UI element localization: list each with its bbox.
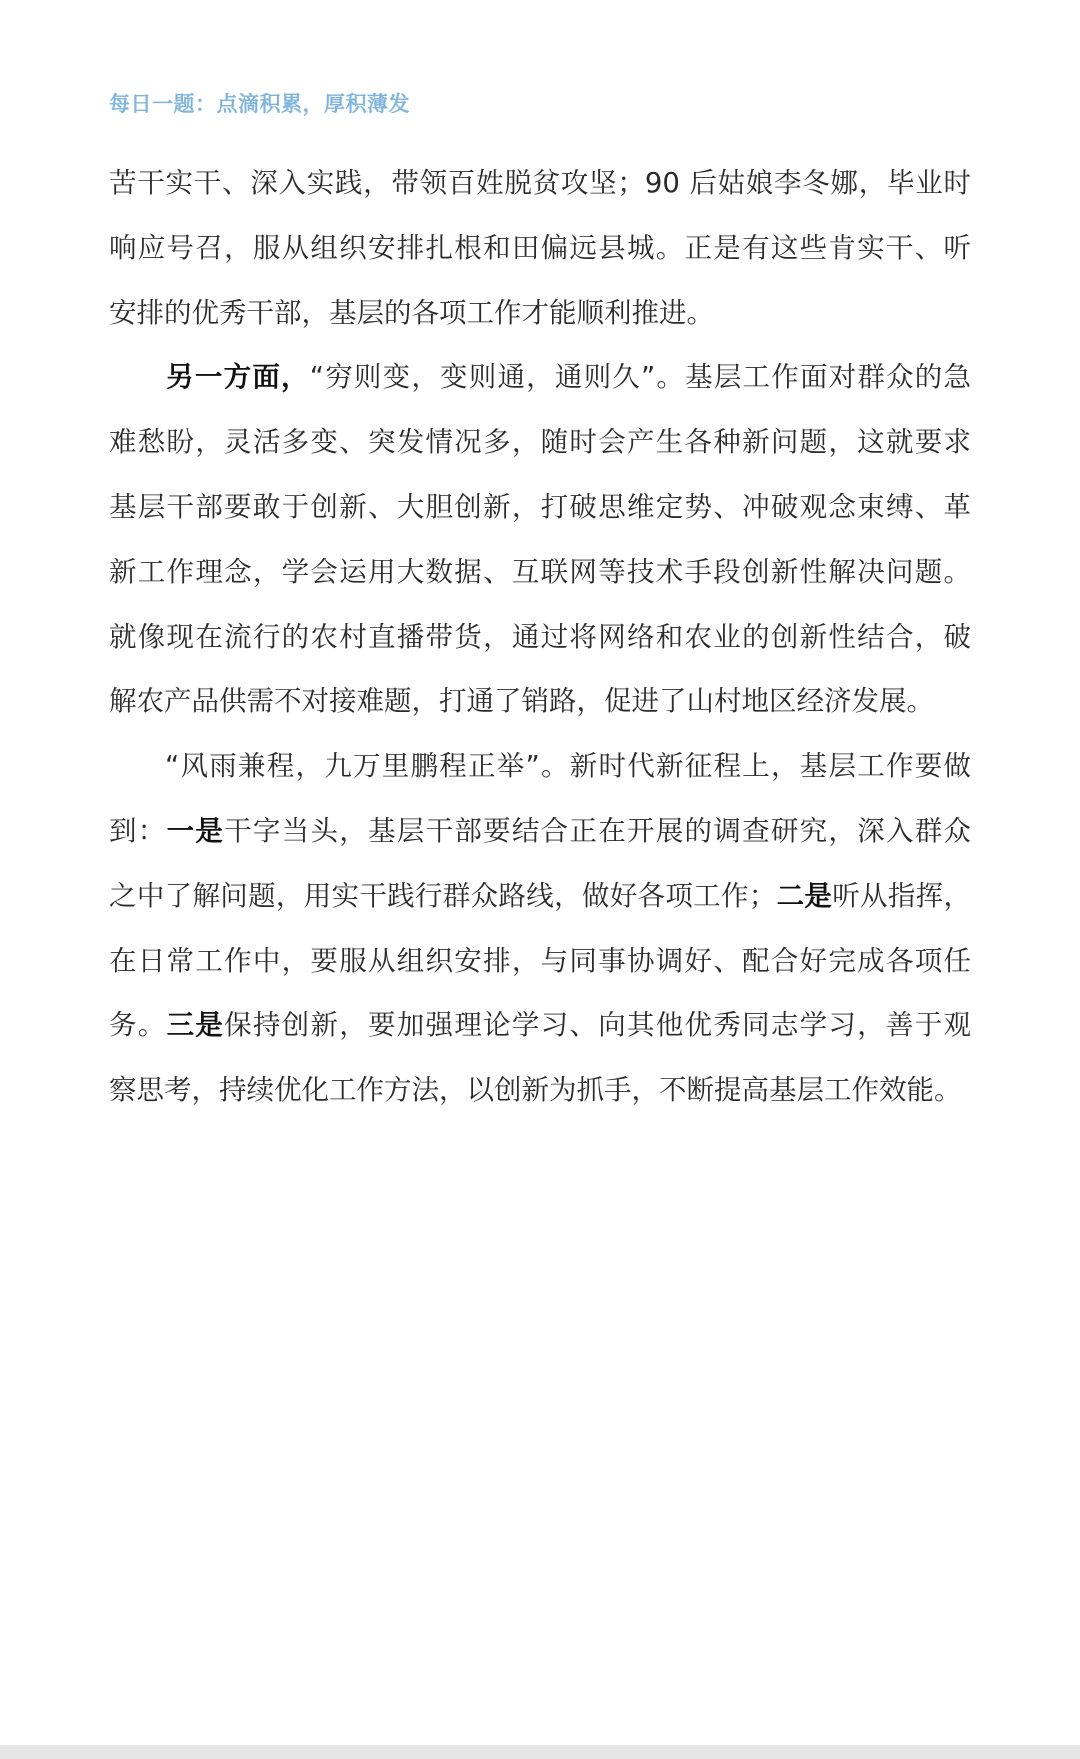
article-body xyxy=(109,151,971,1123)
line-text: 保持创新，要加强理论学习、向其他优秀同志学习，善于观 xyxy=(224,1009,972,1042)
line-text: 听从指挥， xyxy=(832,879,972,912)
paragraph-line: 基层干部要敢于创新、大胆创新，打破思维定势、冲破观念束缚、革 xyxy=(109,490,971,523)
paragraph-line: 在日常工作中，要服从组织安排，与同事协调好、配合好完成各项任 xyxy=(109,944,971,977)
paragraph-1 xyxy=(109,151,971,345)
paragraph-line: 难愁盼，灵活多变、突发情况多，随时会产生各种新问题，这就要求 xyxy=(109,426,971,459)
line-text: “风雨兼程，九万里鹏程正举”。新时代新征程上，基层工作要做 xyxy=(165,750,971,783)
paragraph-line xyxy=(109,864,971,929)
paragraph-line: 就像现在流行的农村直播带货，通过将网络和农业的创新性结合，破 xyxy=(109,620,971,653)
line-text: “穷则变，变则通，通则久”。基层工作面对群众的急 xyxy=(309,361,972,394)
paragraph-line: 察思考，持续优化工作方法，以创新为抓手，不断提高基层工作效能。 xyxy=(109,1074,962,1107)
paragraph-line xyxy=(109,734,971,799)
paragraph-3 xyxy=(109,734,971,1123)
bold-point-two: 二是 xyxy=(776,879,833,912)
line-text: 务。 xyxy=(109,1009,167,1042)
paragraph-line: 苦干实干、深入实践，带领百姓脱贫攻坚；90 后姑娘李冬娜，毕业时 xyxy=(109,167,971,199)
paragraph-line: 安排的优秀干部，基层的各项工作才能顺利推进。 xyxy=(109,296,714,329)
line-text: 干字当头，基层干部要结合正在开展的调查研究，深入群众 xyxy=(224,814,972,847)
paragraph-line: 解农产品供需不对接难题，打通了销路，促进了山村地区经济发展。 xyxy=(109,685,934,718)
paragraph-line xyxy=(109,799,971,864)
bold-lead: 另一方面， xyxy=(165,361,310,394)
bold-point-three: 三是 xyxy=(166,1009,225,1042)
line-text: 到： xyxy=(109,814,167,847)
bold-point-one: 一是 xyxy=(166,814,225,847)
page-header-title: 每日一题：点滴积累，厚积薄发 xyxy=(109,92,410,116)
line-text: 之中了解问题，用实干践行群众路线，做好各项工作； xyxy=(109,879,777,912)
paragraph-line xyxy=(109,993,971,1058)
paragraph-line: 新工作理念，学会运用大数据、互联网等技术手段创新性解决问题。 xyxy=(109,555,971,588)
paragraph-line xyxy=(109,345,971,410)
bottom-edge-bar xyxy=(0,1745,1080,1759)
paragraph-line: 响应号召，服从组织安排扎根和田偏远县城。正是有这些肯实干、听 xyxy=(109,231,971,264)
paragraph-2 xyxy=(109,345,971,734)
